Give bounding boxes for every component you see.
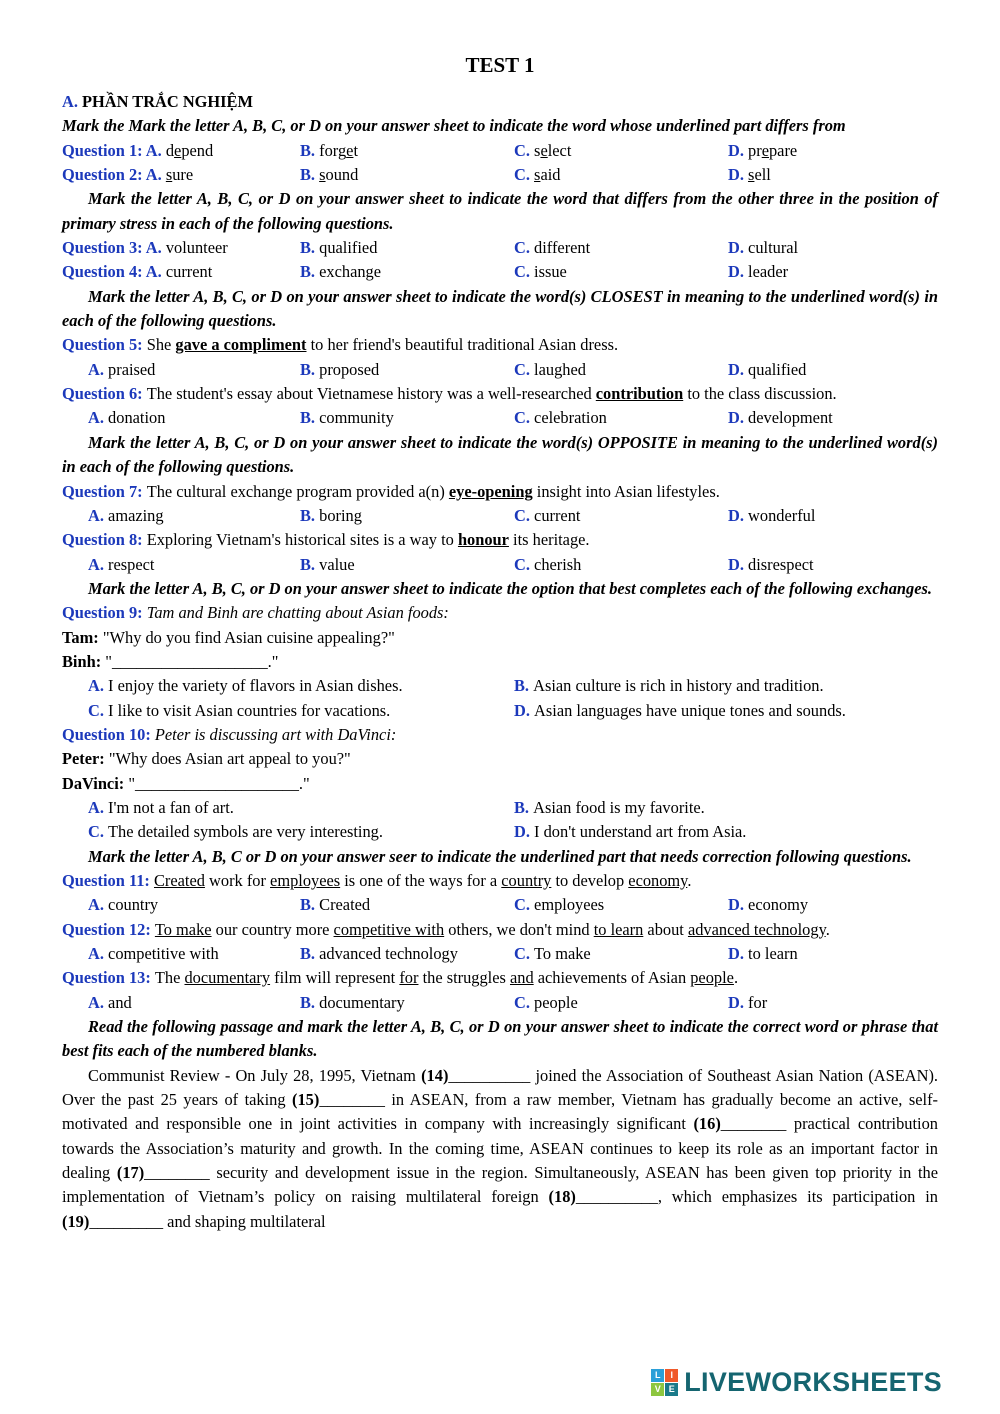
text-segment: A. (62, 92, 83, 111)
option-cell (728, 553, 938, 577)
text-segment: documentary (319, 992, 405, 1012)
text-segment: e (174, 140, 182, 160)
text-segment: B. (300, 262, 320, 282)
text-segment: our country more (211, 919, 334, 939)
logo-tile-i: I (665, 1369, 678, 1382)
question-10-options-ab (62, 796, 938, 820)
question-11-options (62, 893, 938, 917)
option-cell (300, 942, 514, 966)
text-segment: To make (154, 919, 212, 939)
text-segment: e (761, 140, 769, 160)
question-3-row (62, 236, 938, 260)
text-segment: ell (754, 165, 771, 185)
question-1-row (62, 139, 938, 163)
text-segment: is one of the ways for a (340, 871, 502, 890)
text-segment: Mark the Mark the letter A, B, C, or D on your answer sheet to indicate the word whose underlined part differs from (62, 116, 846, 136)
text-segment: to learn (593, 919, 644, 939)
option-cell (728, 139, 938, 163)
option-cell (514, 163, 728, 187)
text-segment: C. (514, 140, 535, 160)
text-segment: s (748, 165, 755, 185)
text-segment: A. (88, 554, 109, 574)
text-segment: D. (728, 238, 749, 258)
text-segment: B. (300, 140, 320, 160)
text-segment: Tam: (62, 627, 99, 647)
option-cell (728, 236, 938, 260)
option-cell (514, 139, 728, 163)
option-cell (62, 236, 300, 260)
option-cell (514, 820, 938, 844)
text-segment: ________ in ASEAN, from a raw member, Vietnam has gradually become an active, self-motivated and responsible one in joint activities in company with increasingly significant (62, 1090, 938, 1134)
option-cell (514, 893, 728, 917)
text-segment: DaVinci: (62, 773, 125, 793)
question-5-options (62, 358, 938, 382)
text-segment: _________ and shaping multilateral (89, 1211, 326, 1231)
question-9-tam-line (62, 626, 938, 650)
text-segment: A. (88, 944, 109, 964)
text-segment: "Why does Asian art appeal to you?" (104, 749, 351, 769)
document-body (62, 90, 938, 1234)
option-cell (62, 504, 300, 528)
text-segment: employees (534, 895, 605, 915)
instruction-best-completes (62, 577, 938, 601)
option-cell (514, 358, 728, 382)
text-segment: D. (728, 262, 749, 282)
text-segment: and (108, 992, 132, 1012)
instruction-underlined-part (62, 114, 938, 138)
text-segment: B. (300, 408, 320, 428)
text-segment: Peter is discussing art with DaVinci: (154, 724, 397, 744)
option-cell (62, 893, 300, 917)
option-cell (514, 674, 938, 698)
text-segment: e (540, 140, 548, 160)
text-segment: Question 5: (62, 335, 147, 355)
text-segment: to develop (551, 871, 629, 890)
text-segment: ________ practical contribution towards the Association’s maturity and growth. In the coming time, ASEAN continues to keep its role as an important factor in dealing (62, 1114, 938, 1183)
text-segment: Exploring Vietnam's historical sites is a way to (146, 530, 458, 550)
question-12-options (62, 942, 938, 966)
text-segment: competitive with (108, 944, 219, 964)
text-segment: competitive with (333, 919, 445, 939)
text-segment: laughed (534, 359, 586, 379)
text-segment: To make (534, 944, 591, 964)
text-segment: B. (514, 676, 534, 696)
text-segment: different (534, 238, 591, 258)
section-a-heading (62, 90, 938, 114)
text-segment: economy (748, 895, 809, 915)
text-segment: development (748, 408, 833, 428)
text-segment: t (353, 140, 358, 160)
text-segment: A. (88, 895, 109, 915)
option-cell (514, 504, 728, 528)
text-segment: community (319, 408, 394, 428)
cloze-passage (62, 1064, 938, 1234)
option-cell (300, 139, 514, 163)
option-cell (62, 553, 300, 577)
text-segment: Question 8: (62, 530, 147, 550)
text-segment: D. (728, 554, 749, 574)
text-segment: Question 4: (62, 262, 146, 282)
logo-tile-l: L (651, 1369, 664, 1382)
text-segment: employees (270, 871, 341, 890)
text-segment: C. (514, 895, 535, 915)
text-segment: the struggles (418, 968, 510, 988)
text-segment: The student's essay about Vietnamese history was a well-researched (146, 384, 596, 404)
text-segment: Communist Review - On July 28, 1995, Vietnam (88, 1065, 422, 1085)
text-segment: contribution (595, 384, 684, 404)
text-segment: D. (728, 505, 749, 525)
text-segment: Asian food is my favorite. (533, 797, 705, 817)
text-segment: "____________________." (124, 773, 310, 793)
option-cell (728, 260, 938, 284)
text-segment: current (165, 262, 213, 282)
text-segment: C. (514, 238, 535, 258)
text-segment: Mark the letter A, B, C, or D on your answer sheet to indicate the word that differs from the other three in the position of primary stress in each of the following questions. (62, 189, 938, 233)
text-segment: amazing (108, 505, 164, 525)
text-segment: The (154, 968, 185, 988)
text-segment: about (643, 919, 688, 939)
text-segment: A. (145, 140, 166, 160)
logo-tile-v: V (651, 1383, 664, 1396)
text-segment: s (165, 165, 173, 185)
text-segment: C. (514, 165, 535, 185)
text-segment: A. (88, 676, 109, 696)
option-cell (62, 406, 300, 430)
option-cell (62, 674, 514, 698)
option-cell (728, 504, 938, 528)
text-segment: achievements of Asian (533, 968, 691, 988)
text-segment: B. (300, 359, 320, 379)
text-segment: Mark the letter A, B, C, or D on your answer sheet to indicate the option that best completes each of the following exchanges. (88, 578, 932, 598)
text-segment: C. (514, 505, 535, 525)
text-segment: I don't understand art from Asia. (534, 822, 747, 842)
text-segment: A. (145, 165, 166, 185)
question-7-options (62, 504, 938, 528)
text-segment: Question 2: (62, 165, 146, 185)
text-segment: "Why do you find Asian cuisine appealing?" (98, 627, 395, 647)
text-segment: A. (88, 408, 109, 428)
text-segment: D. (514, 822, 535, 842)
liveworksheets-logo[interactable] (651, 1367, 942, 1398)
option-cell (62, 163, 300, 187)
text-segment: Mark the letter A, B, C or D on your answer seer to indicate the underlined part that needs correction following questions. (88, 846, 912, 866)
text-segment: pr (748, 140, 762, 160)
text-segment: ________ security and development issue in the region. Simultaneously, ASEAN has been given top priority in the implementation of Vietnam’s policy on raising multilateral foreign (62, 1163, 939, 1207)
text-segment: (15) (292, 1090, 320, 1110)
text-segment: ure (172, 165, 194, 185)
question-6-options (62, 406, 938, 430)
option-cell (728, 893, 938, 917)
text-segment: e (346, 140, 354, 160)
text-segment: boring (319, 505, 362, 525)
option-cell (514, 260, 728, 284)
text-segment: Asian languages have unique tones and sounds. (534, 700, 846, 720)
text-segment: D. (728, 165, 749, 185)
text-segment: film will represent (270, 968, 400, 988)
text-segment: B. (300, 944, 320, 964)
text-segment: Asian culture is rich in history and tradition. (533, 676, 824, 696)
text-segment: honour (457, 530, 509, 550)
instruction-cloze-passage (62, 1015, 938, 1064)
question-9-options-ab (62, 674, 938, 698)
question-12-stem (62, 918, 938, 942)
option-cell (300, 893, 514, 917)
text-segment: D. (728, 359, 749, 379)
text-segment: D. (514, 700, 535, 720)
option-cell (514, 796, 938, 820)
text-segment: A. (88, 797, 109, 817)
question-2-row (62, 163, 938, 187)
question-9-options-cd (62, 699, 938, 723)
text-segment: Mark the letter A, B, C, or D on your answer sheet to indicate the word(s) OPPOSITE in meaning to the underlined word(s) in each of the following questions. (62, 432, 938, 477)
text-segment: Question 13: (62, 968, 155, 988)
text-segment: C. (88, 822, 109, 842)
text-segment: qualified (319, 238, 378, 258)
option-cell (514, 942, 728, 966)
text-segment: B. (300, 992, 320, 1012)
text-segment: (17) (116, 1163, 145, 1183)
text-segment: (14) (421, 1065, 449, 1085)
text-segment: Question 12: (62, 919, 155, 939)
text-segment: Created (319, 895, 371, 915)
option-cell (728, 991, 938, 1015)
option-cell (300, 991, 514, 1015)
option-cell (300, 406, 514, 430)
option-cell (62, 942, 300, 966)
text-segment: I like to visit Asian countries for vacations. (108, 700, 391, 720)
text-segment: respect (108, 554, 155, 574)
text-segment: Peter: (62, 749, 105, 769)
text-segment: B. (300, 238, 320, 258)
liveworksheets-wordmark: LIVEWORKSHEETS (684, 1367, 942, 1397)
text-segment: others, we don't mind (444, 919, 594, 939)
text-segment: C. (514, 359, 535, 379)
question-10-intro (62, 723, 938, 747)
text-segment: people (690, 968, 734, 988)
text-segment: A. (88, 505, 109, 525)
instruction-error-correction (62, 845, 938, 869)
instruction-primary-stress (62, 187, 938, 236)
text-segment: PHẦN TRẮC NGHIỆM (82, 92, 253, 111)
text-segment: B. (300, 505, 320, 525)
option-cell (728, 163, 938, 187)
question-7-stem (62, 480, 938, 504)
text-segment: issue (534, 262, 567, 282)
text-segment: . (825, 919, 830, 939)
text-segment: I'm not a fan of art. (108, 797, 234, 817)
text-segment: The detailed symbols are very interesting. (108, 822, 383, 842)
text-segment: lect (547, 140, 572, 160)
text-segment: to learn (748, 944, 798, 964)
text-segment: Question 7: (62, 481, 147, 501)
text-segment: s (319, 165, 326, 185)
option-cell (728, 406, 938, 430)
text-segment: She (146, 335, 176, 355)
text-segment: cherish (534, 554, 582, 574)
text-segment: . (687, 871, 692, 890)
option-cell (300, 504, 514, 528)
text-segment: pare (768, 140, 798, 160)
text-segment: A. (145, 262, 166, 282)
question-4-row (62, 260, 938, 284)
text-segment: B. (300, 895, 320, 915)
question-10-peter-line (62, 747, 938, 771)
logo-tile-e: E (665, 1383, 678, 1396)
text-segment: people (534, 992, 578, 1012)
question-8-stem (62, 528, 938, 552)
text-segment: (19) (62, 1211, 90, 1231)
option-cell (300, 260, 514, 284)
text-segment: d (165, 140, 175, 160)
text-segment: advanced technology (319, 944, 458, 964)
text-segment: documentary (184, 968, 271, 988)
option-cell (514, 991, 728, 1015)
text-segment: __________ joined the Association of Southeast Asian Nation (ASEAN). Over the past 25 years of taking (62, 1065, 938, 1110)
text-segment: gave a compliment (175, 335, 307, 355)
text-segment: C. (514, 944, 535, 964)
text-segment: s (534, 140, 541, 160)
text-segment: aid (540, 165, 561, 185)
text-segment: wonderful (748, 505, 816, 525)
text-segment: The cultural exchange program provided a(n) (146, 481, 449, 501)
text-segment: insight into Asian lifestyles. (532, 481, 720, 501)
text-segment: A. (145, 238, 166, 258)
question-11-stem (62, 869, 938, 893)
option-cell (62, 991, 300, 1015)
question-9-intro (62, 601, 938, 625)
text-segment: forg (319, 140, 347, 160)
text-segment: proposed (319, 359, 380, 379)
text-segment: Question 11: (62, 871, 154, 890)
text-segment: A. (88, 992, 109, 1012)
text-segment: Read the following passage and mark the letter A, B, C, or D on your answer sheet to indicate the correct word or phrase that best fits each of the numbered blanks. (62, 1017, 938, 1061)
text-segment: country (108, 895, 159, 915)
text-segment: C. (514, 408, 535, 428)
text-segment: advanced technology (687, 919, 826, 939)
question-13-options (62, 991, 938, 1015)
text-segment: Mark the letter A, B, C, or D on your answer sheet to indicate the word(s) CLOSEST in meaning to the underlined word(s) in each of the following questions. (62, 286, 938, 331)
text-segment: B. (300, 554, 320, 574)
text-segment: B. (300, 165, 320, 185)
text-segment: volunteer (165, 238, 228, 258)
option-cell (62, 820, 514, 844)
text-segment: its heritage. (508, 530, 590, 550)
option-cell (514, 699, 938, 723)
text-segment: s (534, 165, 541, 185)
text-segment: Question 9: (62, 603, 147, 623)
text-segment: A. (88, 359, 109, 379)
text-segment: donation (108, 408, 166, 428)
option-cell (514, 406, 728, 430)
liveworksheets-logo-icon (651, 1369, 678, 1396)
question-13-stem (62, 966, 938, 990)
text-segment: economy (628, 871, 688, 890)
text-segment: Binh: (62, 651, 102, 671)
text-segment: celebration (534, 408, 607, 428)
option-cell (514, 236, 728, 260)
page-title: TEST 1 (465, 53, 535, 77)
question-10-davinci-line (62, 772, 938, 796)
option-cell (300, 236, 514, 260)
instruction-opposite-meaning (62, 431, 938, 480)
instruction-closest-meaning (62, 285, 938, 334)
text-segment: exchange (319, 262, 382, 282)
question-10-options-cd (62, 820, 938, 844)
option-cell (300, 163, 514, 187)
option-cell (728, 358, 938, 382)
text-segment: C. (514, 992, 535, 1012)
text-segment: qualified (748, 359, 807, 379)
question-9-binh-line (62, 650, 938, 674)
option-cell (62, 139, 300, 163)
question-8-options (62, 553, 938, 577)
text-segment: Question 1: (62, 140, 146, 160)
option-cell (300, 553, 514, 577)
text-segment: for (399, 968, 419, 988)
text-segment: D. (728, 895, 749, 915)
question-6-stem (62, 382, 938, 406)
text-segment: C. (514, 262, 535, 282)
text-segment: B. (514, 797, 534, 817)
text-segment: Question 3: (62, 238, 146, 258)
option-cell (62, 699, 514, 723)
text-segment: and (509, 968, 534, 988)
text-segment: Question 10: (62, 724, 155, 744)
text-segment: I enjoy the variety of flavors in Asian dishes. (108, 676, 403, 696)
text-segment: praised (108, 359, 156, 379)
text-segment: to her friend's beautiful traditional Asian dress. (306, 335, 619, 355)
text-segment: Tam and Binh are chatting about Asian foods: (146, 603, 449, 623)
text-segment: (18) (548, 1187, 576, 1207)
question-5-stem (62, 333, 938, 357)
text-segment: leader (748, 262, 789, 282)
option-cell (300, 358, 514, 382)
option-cell (62, 260, 300, 284)
text-segment: D. (728, 944, 749, 964)
option-cell (514, 553, 728, 577)
text-segment: work for (204, 871, 271, 890)
text-segment: __________, which emphasizes its participation in (575, 1187, 939, 1207)
text-segment: eye-opening (448, 481, 533, 501)
text-segment: (16) (693, 1114, 721, 1134)
text-segment: Question 6: (62, 384, 147, 404)
text-segment: C. (88, 700, 109, 720)
text-segment: D. (728, 140, 749, 160)
option-cell (728, 942, 938, 966)
text-segment: . (733, 968, 739, 988)
text-segment: disrespect (748, 554, 814, 574)
text-segment: pend (181, 140, 214, 160)
text-segment: current (534, 505, 581, 525)
text-segment: D. (728, 408, 749, 428)
text-segment: to the class discussion. (683, 384, 837, 404)
text-segment: "___________________." (101, 651, 279, 671)
text-segment: D. (728, 992, 749, 1012)
text-segment: value (319, 554, 355, 574)
text-segment: cultural (748, 238, 799, 258)
option-cell (62, 796, 514, 820)
text-segment: C. (514, 554, 535, 574)
text-segment: Created (153, 871, 205, 890)
text-segment: for (748, 992, 768, 1012)
option-cell (62, 358, 300, 382)
text-segment: country (501, 871, 552, 890)
text-segment: ound (325, 165, 359, 185)
